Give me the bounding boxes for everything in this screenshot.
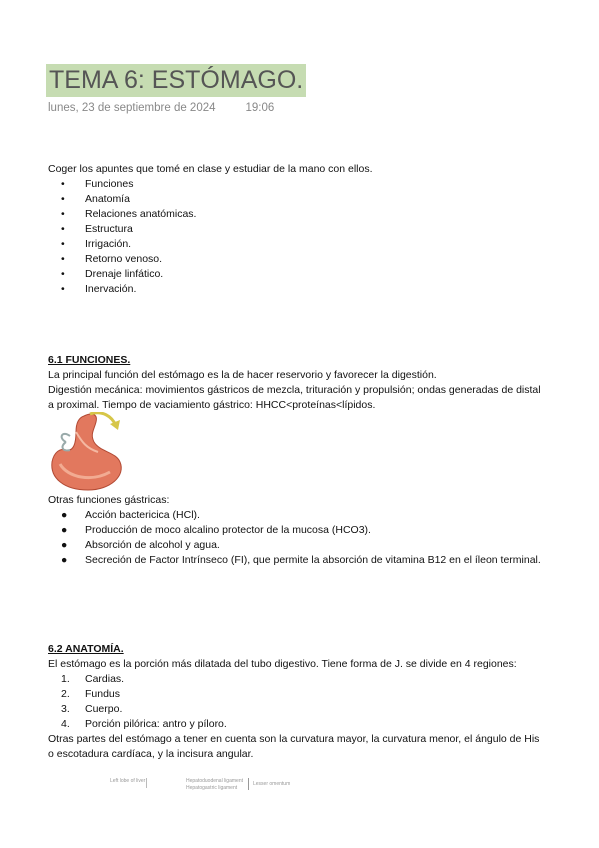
- intro-list: [48, 177, 548, 297]
- paragraph: La principal función del estómago es la de hacer reservorio y favorecer la digestión.: [48, 369, 437, 381]
- list-item: • Anatomía: [61, 193, 130, 205]
- regiones-list: [48, 672, 548, 732]
- note-date: lunes, 23 de septiembre de 2024: [48, 102, 216, 114]
- figure-leader-line: [146, 778, 147, 788]
- paragraph: El estómago es la porción más dilatada del tubo digestivo. Tiene forma de J. se divide en 4 regiones:: [48, 658, 517, 670]
- intro-section: [48, 162, 548, 297]
- intro-text: Coger los apuntes que tomé en clase y estudiar de la mano con ellos.: [48, 163, 373, 175]
- paragraph: Otras funciones gástricas:: [48, 494, 170, 506]
- page-title: TEMA 6: ESTÓMAGO.: [46, 64, 306, 97]
- otras-funciones-list: [48, 508, 548, 568]
- figure-label: Hepatogastric ligament: [186, 785, 238, 791]
- funciones-section: [48, 353, 548, 413]
- section-heading: 6.1 FUNCIONES.: [48, 354, 131, 366]
- note-time: 19:06: [245, 102, 275, 114]
- list-item: • Inervación.: [61, 283, 137, 295]
- figure-label: Lesser omentum: [253, 781, 291, 787]
- list-item: 2. Fundus: [61, 688, 121, 700]
- list-item: 4. Porción pilórica: antro y píloro.: [61, 718, 227, 730]
- figure-label: Left lobe of liver: [110, 778, 146, 784]
- section-heading: 6.2 ANATOMÍA.: [48, 643, 124, 655]
- list-item: • Estructura: [61, 223, 133, 235]
- list-item: 1. Cardias.: [61, 673, 125, 685]
- note-metadata: [48, 102, 274, 114]
- list-item: • Drenaje linfático.: [61, 268, 164, 280]
- otras-funciones-section: [48, 493, 548, 568]
- paragraph: Digestión mecánica: movimientos gástricos de mezcla, trituración y propulsión; ondas generadas de distal a proximal. Tiempo de vaciamiento gástrico: HHCC<proteínas<lípidos.: [48, 384, 541, 411]
- list-item: ● Absorción de alcohol y agua.: [61, 539, 220, 551]
- list-item: 3. Cuerpo.: [61, 703, 123, 715]
- list-item: ● Acción bactericica (HCl).: [61, 509, 200, 521]
- list-item: ● Producción de moco alcalino protector de la mucosa (HCO3).: [61, 524, 371, 536]
- list-item: • Funciones: [61, 178, 134, 190]
- list-item: • Irrigación.: [61, 238, 132, 250]
- figure-label: Hepatoduodenal ligament: [186, 778, 243, 784]
- anatomia-section: [48, 642, 548, 762]
- stomach-illustration: [46, 412, 136, 499]
- paragraph: Otras partes del estómago a tener en cuenta son la curvatura mayor, la curvatura menor, el ángulo de His o escotadura cardíaca, y la incisura angular.: [48, 733, 540, 760]
- list-item: • Relaciones anatómicas.: [61, 208, 197, 220]
- list-item: • Retorno venoso.: [61, 253, 163, 265]
- figure-bracket: [248, 778, 249, 790]
- list-item: ● Secreción de Factor Intrínseco (FI), que permite la absorción de vitamina B12 en el íleon terminal.: [61, 554, 541, 566]
